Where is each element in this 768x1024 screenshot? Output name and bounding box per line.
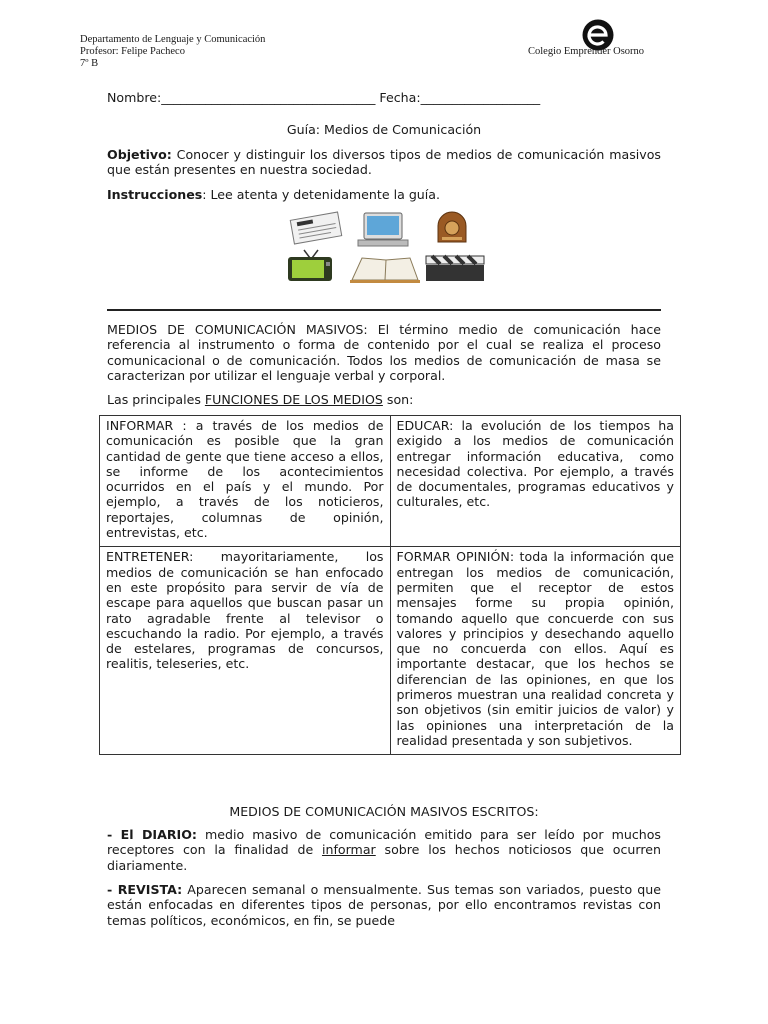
- diario-text-before: medio masivo de comunicación emitido para ser leído por muchos receptores con la finalidad de: [107, 827, 661, 858]
- objective-text: Conocer y distinguir los diversos tipos de medios de comunicación masivos que están presentes en nuestra sociedad.: [107, 147, 661, 178]
- inform-label: INFORMAR :: [106, 418, 187, 433]
- course-label: 7º B: [80, 58, 99, 69]
- section-divider: [107, 309, 661, 311]
- guide-title: Guía: Medios de Comunicación: [286, 122, 482, 137]
- entertain-label: ENTRETENER: [106, 549, 190, 565]
- opinion-text: : toda la información que entregan los medios de comunicación, permiten que el receptor de estos mensajes forme su propia opinión, tomando aquello que concuerde con sus valores y principios y desechando aquello que no concuerda con ellos. Aquí es importante destacar, que los hechos se diferencian de las opiniones, en que los primeros muestran una realidad concreta y son objetivos (sin emitir juicios de valor) y las opiniones una interpretación de la realidad presentada y son subjetivos.: [396, 549, 674, 748]
- document-header: [80, 34, 265, 70]
- objective-paragraph: [107, 147, 661, 178]
- entertain-cell: [100, 547, 391, 755]
- diario-text-after: sobre los hechos noticiosos que ocurren diariamente.: [107, 842, 661, 873]
- entertain-text: : mayoritariamente, los medios de comunicación se han enfocado en este propósito para servir de vía de escape para aquellos que buscan pasar un rato agradable frente al televisor o escuchando la radio. Por ejemplo, a través de estelares, programas de concursos, realitis, teleseries, etc.: [106, 549, 384, 672]
- written-media-title: MEDIOS DE COMUNICACIÓN MASIVOS ESCRITOS:: [229, 804, 539, 819]
- book-icon: [350, 258, 420, 283]
- film-clapperboard-icon: [426, 256, 484, 281]
- revista-label: - REVISTA:: [107, 882, 183, 897]
- table-row: [100, 547, 681, 755]
- inform-cell: [100, 416, 391, 547]
- educate-text: la evolución de los tiempos ha exigido a los medios de comunicación entregar información educativa, como necesidad colectiva. Por ejemplo, a través de documentales, programas educativos y culturales, etc.: [396, 418, 674, 510]
- computer-icon: [358, 213, 408, 246]
- functions-prefix: Las principales: [107, 392, 205, 407]
- date-field[interactable]: ___________________: [420, 90, 541, 105]
- radio-icon: [438, 212, 466, 242]
- opinion-cell: [390, 547, 681, 755]
- television-icon: [288, 250, 332, 281]
- media-icons-illustration: [280, 210, 490, 285]
- opinion-label: FORMAR OPINIÓN: [396, 549, 510, 565]
- name-date-line: [107, 90, 661, 105]
- revista-text: Aparecen semanal o mensualmente. Sus temas son variados, puesto que están enfocadas en diferentes tipos de personas, por ello encontramos revistas con temas políticos, económicos, en fin, se puede: [107, 882, 661, 928]
- revista-paragraph: [107, 882, 661, 928]
- instructions-paragraph: [107, 187, 661, 202]
- instructions-text: : Lee atenta y detenidamente la guía.: [202, 187, 441, 202]
- functions-table: [99, 415, 681, 755]
- educate-label: EDUCAR:: [396, 418, 454, 433]
- teacher-name: Profesor: Felipe Pacheco: [80, 46, 185, 57]
- functions-suffix: son:: [382, 392, 414, 407]
- instructions-label: Instrucciones: [107, 187, 203, 202]
- intro-label: MEDIOS DE COMUNICACIÓN MASIVOS:: [107, 322, 368, 337]
- diario-paragraph: [107, 827, 661, 873]
- educate-cell: [390, 416, 681, 547]
- inform-text: a través de los medios de comunicación es posible que la gran cantidad de gente que tiene acceso a ellos, se informe de los acontecimientos ocurridos en el país y el mundo. Por ejemplo, a través de los noticieros, reportajes, columnas de opinión, entrevistas, etc.: [106, 418, 384, 541]
- name-label: Nombre:: [107, 90, 162, 105]
- functions-intro: [107, 392, 661, 407]
- table-row: [100, 416, 681, 547]
- intro-paragraph: [107, 322, 661, 383]
- school-name: Colegio Emprender Osorno: [528, 46, 645, 57]
- name-field[interactable]: __________________________________: [161, 90, 376, 105]
- department-name: Departamento de Lenguaje y Comunicación: [80, 34, 266, 45]
- newspaper-icon: [290, 212, 341, 244]
- functions-highlight: FUNCIONES DE LOS MEDIOS: [204, 392, 383, 407]
- diario-highlight: informar: [321, 842, 376, 858]
- diario-label: - El DIARIO:: [107, 827, 197, 842]
- objective-label: Objetivo:: [107, 147, 172, 162]
- intro-text: El término medio de comunicación hace referencia al instrumento o forma de contenido por el cual se realiza el proceso comunicacional o de comunicación. Todos los medios de comunicación de masa se caracterizan por utilizar el lenguaje verbal y corporal.: [107, 322, 661, 383]
- date-label: Fecha:: [379, 90, 421, 105]
